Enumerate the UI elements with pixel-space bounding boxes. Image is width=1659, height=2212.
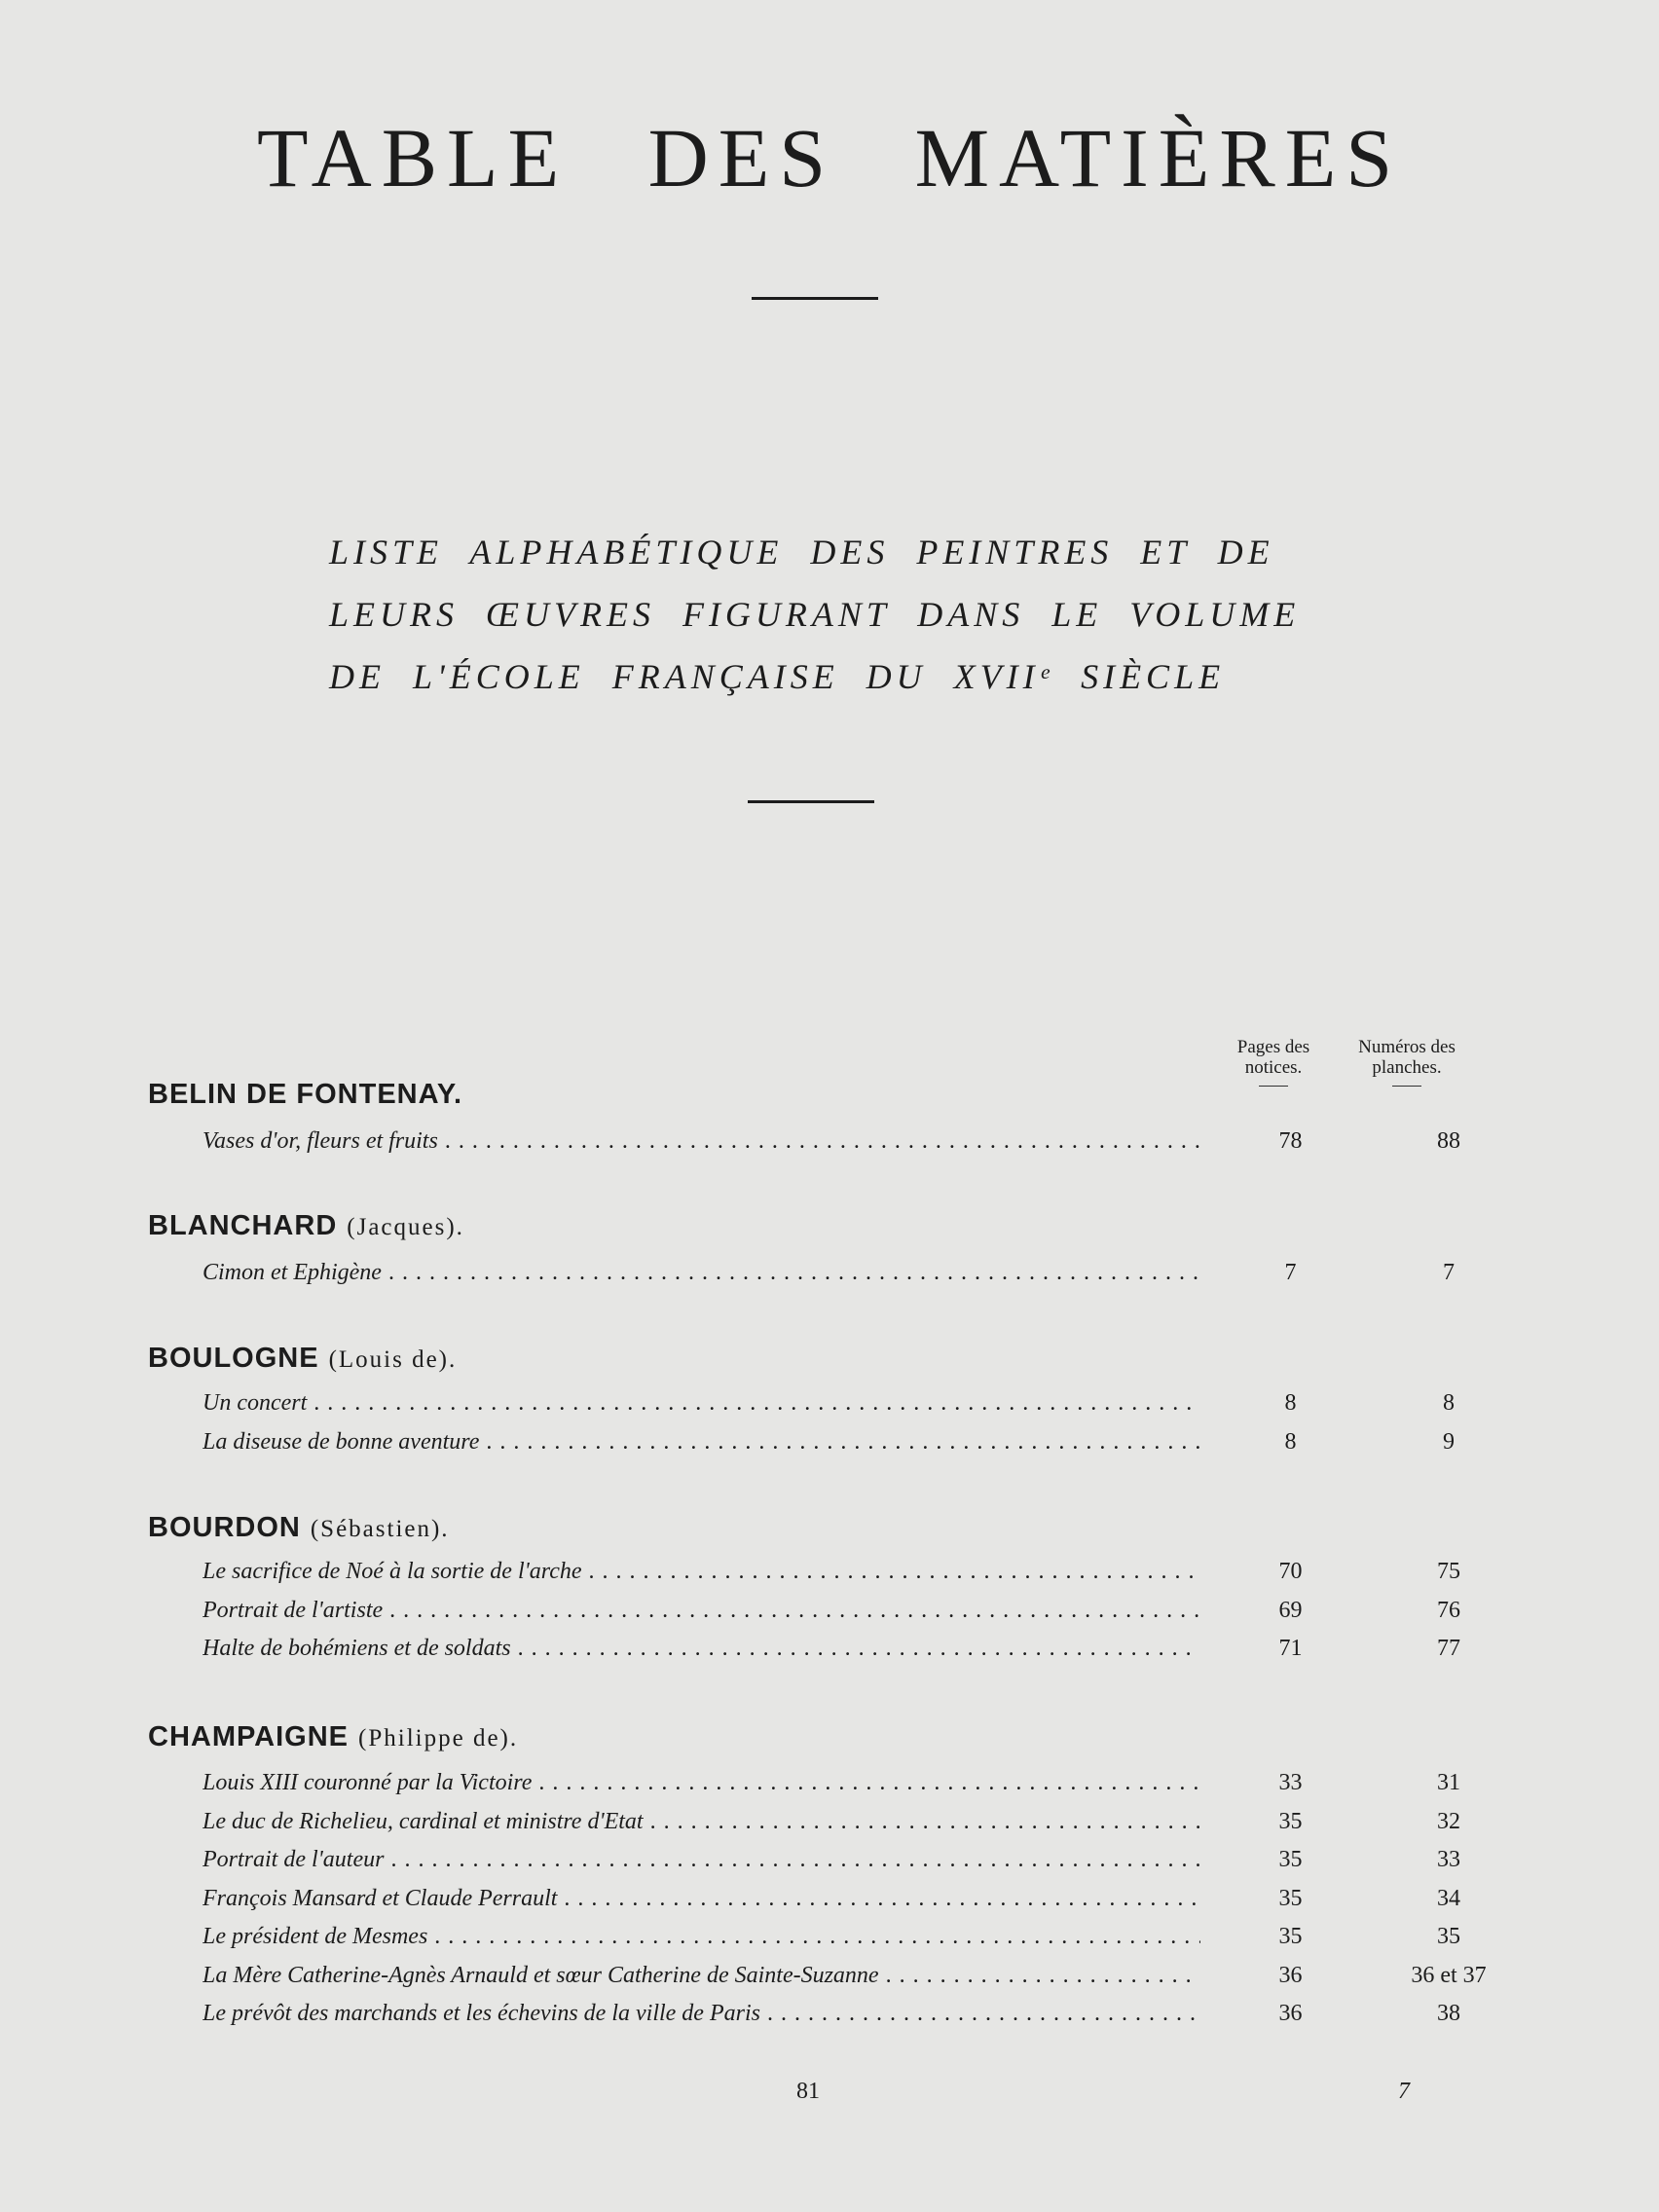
painter-name	[148, 1079, 462, 1111]
subtitle	[329, 521, 1303, 708]
plate-number: 33	[1437, 1847, 1460, 1872]
toc-entry	[203, 1809, 1460, 1844]
painter-given-name: (Louis de).	[328, 1346, 458, 1373]
plate-number: 76	[1437, 1598, 1460, 1623]
work-title: François Mansard et Claude Perrault . . .	[203, 1886, 1200, 1912]
subtitle-rule	[748, 800, 874, 803]
toc-entry	[203, 1429, 1455, 1464]
painter-name	[148, 1721, 518, 1753]
plate-number: 35	[1437, 1924, 1460, 1949]
work-title: Vases d'or, fleurs et fruits . . .	[203, 1128, 1200, 1155]
watermark-band	[0, 2189, 370, 2212]
pages-header-line: notices.	[1244, 1057, 1303, 1078]
subtitle-line: LEURS ŒUVRES FIGURANT DANS LE VOLUME	[329, 595, 1301, 634]
toc-entry	[203, 1886, 1460, 1921]
page-title: TABLE DES MATIÈRES	[256, 111, 1403, 204]
plate-number: 38	[1437, 2001, 1460, 2026]
painter-surname: BOULOGNE	[148, 1343, 319, 1374]
work-title: Le sacrifice de Noé à la sortie de l'arche . . .	[203, 1559, 1200, 1585]
notice-page-number: 70	[1278, 1559, 1303, 1584]
plate-number: 36 et 37	[1411, 1963, 1487, 1988]
notice-page-number: 8	[1284, 1390, 1297, 1416]
work-title: La Mère Catherine-Agnès Arnauld et sœur Catherine de Sainte-Suzanne . . .	[203, 1963, 1200, 1989]
toc-entry	[203, 1636, 1460, 1671]
work-title: Cimon et Ephigène . . .	[203, 1260, 1200, 1286]
plate-number: 75	[1437, 1559, 1460, 1584]
toc-entry	[203, 2001, 1460, 2036]
painter-name	[148, 1343, 457, 1375]
work-title: Louis XIII couronné par la Victoire . . .	[203, 1770, 1200, 1796]
toc-entry	[203, 1924, 1460, 1959]
plate-number: 88	[1437, 1128, 1460, 1154]
painter-given-name: (Jacques).	[347, 1214, 464, 1240]
work-title: Le prévôt des marchands et les échevins de la ville de Paris . . .	[203, 2001, 1200, 2027]
page-number: 81	[796, 2079, 820, 2104]
painter-given-name: (Philippe de).	[358, 1725, 519, 1751]
toc-entry	[203, 1128, 1460, 1163]
notice-page-number: 35	[1278, 1886, 1303, 1911]
painter-name	[148, 1210, 464, 1242]
toc-entry	[203, 1847, 1460, 1882]
notice-page-number: 78	[1278, 1128, 1303, 1154]
work-title: Le président de Mesmes . . .	[203, 1924, 1200, 1950]
toc-entry	[203, 1770, 1460, 1805]
subtitle-line: DE L'ÉCOLE FRANÇAISE DU XVIIᵉ SIÈCLE	[329, 657, 1226, 696]
pages-column-header	[1200, 1037, 1346, 1087]
painter-name	[148, 1512, 450, 1544]
signature-mark: 7	[1398, 2079, 1410, 2104]
toc-entry	[203, 1390, 1455, 1425]
work-title: Le duc de Richelieu, cardinal et ministre d'Etat . . .	[203, 1809, 1200, 1835]
painter-given-name: (Sébastien).	[310, 1516, 450, 1542]
notice-page-number: 36	[1278, 1963, 1303, 1988]
painter-surname: BOURDON	[148, 1512, 301, 1543]
toc-entry	[203, 1260, 1455, 1295]
notice-page-number: 69	[1278, 1598, 1303, 1623]
notice-page-number: 35	[1278, 1809, 1303, 1834]
plate-number: 31	[1437, 1770, 1460, 1795]
notice-page-number: 71	[1278, 1636, 1303, 1661]
column-dash	[1392, 1086, 1421, 1087]
notice-page-number: 7	[1284, 1260, 1297, 1285]
toc-entry	[203, 1559, 1460, 1594]
painter-surname: BLANCHARD	[148, 1210, 338, 1241]
plate-number: 9	[1443, 1429, 1455, 1455]
notice-page-number: 8	[1284, 1429, 1297, 1455]
work-title: Halte de bohémiens et de soldats . . .	[203, 1636, 1200, 1662]
notice-page-number: 35	[1278, 1847, 1303, 1872]
painter-surname: BELIN DE FONTENAY.	[148, 1079, 463, 1110]
notice-page-number: 36	[1278, 2001, 1303, 2026]
work-title: Portrait de l'artiste . . .	[203, 1598, 1200, 1624]
column-dash	[1259, 1086, 1288, 1087]
plates-header-line: planches.	[1372, 1057, 1442, 1078]
pages-header-line: Pages des	[1236, 1037, 1310, 1057]
plates-header-line: Numéros des	[1358, 1037, 1456, 1057]
notice-page-number: 33	[1278, 1770, 1303, 1795]
toc-entry	[203, 1963, 1487, 1998]
work-title: La diseuse de bonne aventure . . .	[203, 1429, 1200, 1456]
toc-entry	[203, 1598, 1460, 1633]
work-title: Portrait de l'auteur . . .	[203, 1847, 1200, 1873]
plate-number: 32	[1437, 1809, 1460, 1834]
title-rule	[752, 297, 878, 300]
work-title: Un concert . . .	[203, 1390, 1200, 1417]
plates-column-header	[1334, 1037, 1480, 1087]
subtitle-line: LISTE ALPHABÉTIQUE DES PEINTRES ET DE	[329, 533, 1274, 571]
painter-surname: CHAMPAIGNE	[148, 1721, 350, 1752]
plate-number: 8	[1443, 1390, 1455, 1416]
plate-number: 34	[1437, 1886, 1460, 1911]
notice-page-number: 35	[1278, 1924, 1303, 1949]
plate-number: 7	[1443, 1260, 1455, 1285]
plate-number: 77	[1437, 1636, 1460, 1661]
